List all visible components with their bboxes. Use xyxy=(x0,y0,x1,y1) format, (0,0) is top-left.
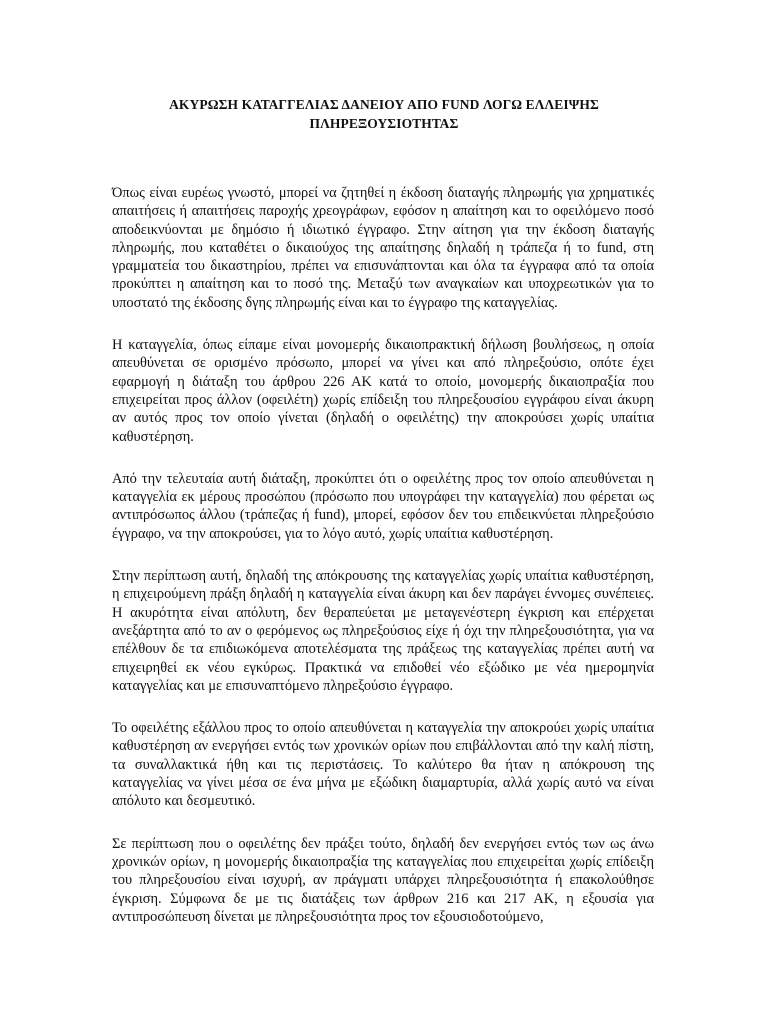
paragraph-2: Η καταγγελία, όπως είπαμε είναι μονομερής δικαιοπρακτική δήλωση βουλήσεως, η οποία απευθύνεται σε ορισμένο πρόσωπο, μπορεί να γίνει και από πληρεξούσιο, οπότε έχει εφαρμογή η διάταξη του άρθρου 226 ΑΚ κατά το οποίο, μονομερής δικαιοπραξία που επιχειρείται προς άλλον (οφειλέτη) χωρίς επίδειξη του πληρεξουσίου εγγράφου είναι άκυρη αν αυτός προς τον οποίο γίνεται (δηλαδή ο οφειλέτης) την αποκρούσει χωρίς υπαίτια καθυστέρηση. xyxy=(112,337,654,445)
paragraph-1: Όπως είναι ευρέως γνωστό, μπορεί να ζητηθεί η έκδοση διαταγής πληρωμής για χρηματικές απαιτήσεις ή απαιτήσεις παροχής χρεογράφων, εφόσον η απαίτηση και το οφειλόμενο ποσό αποδεικνύονται με δημόσιο ή ιδιωτικό έγγραφο. Στην αίτηση για την έκδοση διαταγής πληρωμής, που καταθέτει ο δικαιούχος της απαίτησης δηλαδή η τράπεζα ή το fund, στη γραμματεία του δικαστηρίου, πρέπει να επισυνάπτονται και όλα τα έγγραφα από τα οποία προκύπτει η απαίτηση και το ποσό της. Μεταξύ των αναγκαίων και υποχρεωτικών για το υποστατό της έκδοσης δγης πληρωμής είναι και το έγγραφο της καταγγελίας. xyxy=(112,185,654,311)
title-line-2: ΠΛΗΡΕΞΟΥΣΙΟΤΗΤΑΣ xyxy=(309,116,459,131)
paragraph-6: Σε περίπτωση που ο οφειλέτης δεν πράξει τούτο, δηλαδή δεν ενεργήσει εντός των ως άνω χρονικών ορίων, η μονομερής δικαιοπραξία της καταγγελίας που επιχειρείται χωρίς επίδειξη του πληρεξουσίου είναι ισχυρή, αν πράγματι υπάρχει πληρεξουσιότητα ή επακολούθησε έγκριση. Σύμφωνα δε με τις διατάξεις των άρθρων 216 και 217 ΑΚ, η εξουσία για αντιπροσώπευση δίνεται με πληρεξουσιότητα προς τον εξουσιοδοτούμενο, xyxy=(112,835,654,925)
paragraph-5: Το οφειλέτης εξάλλου προς το οποίο απευθύνεται η καταγγελία την αποκρούει χωρίς υπαίτια καθυστέρηση αν ενεργήσει εντός των χρονικών ορίων που επιβάλλονται από την καλή πίστη, τα συναλλακτικά ήθη και τις περιστάσεις. Το καλύτερο θα ήταν η απόκρουση της καταγγελίας να γίνει μέσα σε ένα μήνα με εξώδικη διαμαρτυρία, αλλά χωρίς αυτό να είναι απόλυτο και δεσμευτικό. xyxy=(112,720,654,810)
title-line-1: ΑΚΥΡΩΣΗ ΚΑΤΑΓΓΕΛΙΑΣ ΔΑΝΕΙΟΥ ΑΠΟ FUND ΛΟΓΩ ΕΛΛΕΙΨΗΣ xyxy=(169,97,599,112)
document-title xyxy=(100,95,668,133)
paragraph-3: Από την τελευταία αυτή διάταξη, προκύπτει ότι ο οφειλέτης προς τον οποίο απευθύνεται η καταγγελία εκ μέρους προσώπου (πρόσωπο που υπογράφει την καταγγελία) που φέρεται ως αντιπρόσωπος άλλου (τράπεζας ή fund), μπορεί, εφόσον δεν του επιδεικνύεται πληρεξούσιο έγγραφο, να την αποκρούσει, για το λόγο αυτό, χωρίς υπαίτια καθυστέρηση. xyxy=(112,470,654,542)
document-body xyxy=(112,184,654,950)
paragraph-4: Στην περίπτωση αυτή, δηλαδή της απόκρουσης της καταγγελίας χωρίς υπαίτια καθυστέρηση, η επιχειρούμενη πράξη δηλαδή η καταγγελία είναι άκυρη και δεν παράγει έννομες συνέπειες. Η ακυρότητα είναι απόλυτη, δεν θεραπεύεται με μεταγενέστερη έγκριση και επέρχεται ανεξάρτητα από το αν ο φερόμενος ως πληρεξούσιος είχε ή όχι την πληρεξουσιότητα, για να επέλθουν δε τα επιδιωκόμενα αποτελέσματα της πράξεως της καταγγελίας πρέπει αυτή να επιχειρηθεί εκ νέου εγκύρως. Πρακτικά να επιδοθεί νέο εξώδικο με νέα ημερομηνία καταγγελίας και με επισυναπτόμενο πληρεξούσιο έγγραφο. xyxy=(112,568,654,694)
